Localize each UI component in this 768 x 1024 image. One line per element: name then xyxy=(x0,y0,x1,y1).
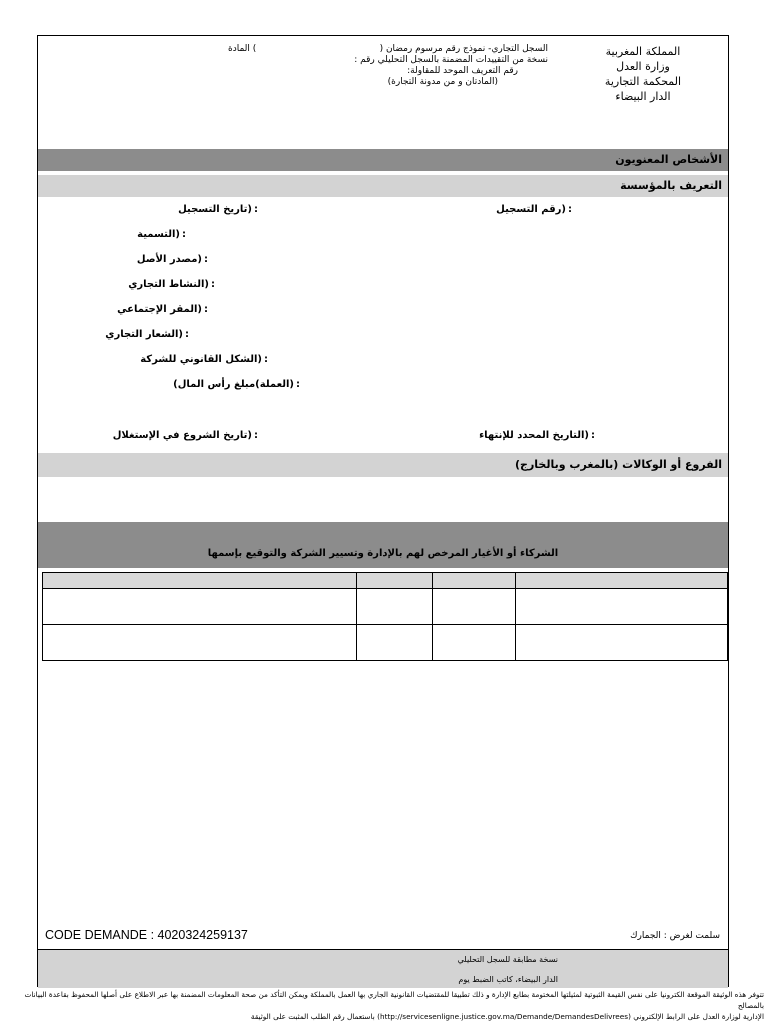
true-copy-label: نسخة مطابقة للسجل التحليلي xyxy=(457,955,558,964)
article-text: ) المادة xyxy=(228,44,257,54)
certification-box xyxy=(38,949,728,988)
clerk-label: الدار البيضاء، كاتب الضبط يوم xyxy=(458,975,558,984)
field-slogan: :(الشعار التجاري xyxy=(105,329,189,340)
kingdom-label: المملكة المغربية xyxy=(605,45,681,58)
articles-line: (المادتان و من مدونة التجارة) xyxy=(387,77,498,87)
field-activity: :(النشاط التجاري xyxy=(128,279,215,290)
registry-header xyxy=(228,44,548,88)
court-label: المحكمة التجارية xyxy=(604,75,682,88)
disclaimer xyxy=(4,989,764,1022)
partners-table xyxy=(42,572,728,661)
city-label: الدار البيضاء xyxy=(615,90,671,103)
field-reg-number: :(رقم التسجيل xyxy=(496,204,572,215)
registry-line xyxy=(228,44,548,55)
section-identification: التعريف بالمؤسسة xyxy=(38,175,728,197)
field-origin: :(مصدر الأصل xyxy=(136,254,208,265)
field-end-date: :(التاريخ المحدد للإنتهاء xyxy=(479,430,595,441)
disclaimer-line-1: تتوفر هذه الوثيقة الموقعة الكترونيا على نفس القيمة الثبوتية لمثيلتها المختومة بطابع الإدارة و ذلك تطبيقا للمقتضيات القانونية الجاري بها العمل بالمملكة ويمكن التأكد من صحة المعلومات المضمنة بها عبر الاطلاع على أصلها المحفوظ بقاعدة البيانات بالمصالح xyxy=(24,990,764,1010)
registry-model-text: السجل التجاري- نموذج رقم مرسوم رمضان ( xyxy=(379,44,548,54)
table-header-row xyxy=(43,573,728,589)
section-partners xyxy=(38,522,728,568)
field-legal-form: :(الشكل القانوني للشركة xyxy=(140,354,268,365)
field-hq: :(المقر الإجتماعي xyxy=(117,304,208,315)
table-row xyxy=(43,625,728,661)
section-legal-persons: الأشخاص المعنويون xyxy=(38,149,728,171)
ministry-label: وزارة العدل xyxy=(616,60,670,73)
issuer-header xyxy=(588,44,698,104)
section-branches: الفروع أو الوكالات (بالمغرب وبالخارج) xyxy=(38,453,728,477)
copy-line: نسخة من التقييدات المضمنة بالسجل التحليلي رقم : xyxy=(354,55,548,65)
issued-for: سلمت لغرض : الجمارك xyxy=(630,931,720,941)
partners-title: الشركاء أو الأغيار المرخص لهم بالإدارة وتسيير الشركة والتوقيع بإسمها xyxy=(207,548,559,559)
disclaimer-line-2: الإدارية لوزارة العدل على الرابط الإلكتروني (http://servicesenligne.justice.gov.ma/Demande/DemandesDelivrees) باستعمال رقم الطلب المثبت على الوثيقة xyxy=(250,1012,764,1021)
ice-line: رقم التعريف الموحد للمقاولة: xyxy=(407,66,518,76)
table-row xyxy=(43,589,728,625)
field-capital: :(العملة)مبلغ رأس المال) xyxy=(173,379,300,390)
field-name: :(التسمية xyxy=(137,229,186,240)
document-page xyxy=(37,35,729,987)
field-start-date: :(تاريخ الشروع في الإستغلال xyxy=(112,430,258,441)
code-demande: CODE DEMANDE : 4020324259137 xyxy=(45,928,248,942)
field-reg-date: :(تاريخ التسجيل xyxy=(178,204,258,215)
